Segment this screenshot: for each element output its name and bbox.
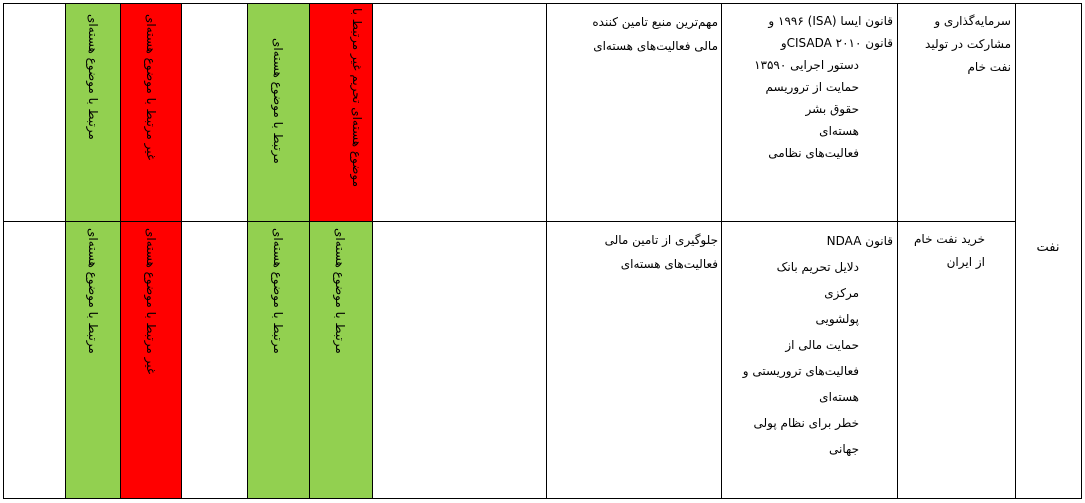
r1-col-a-text: موضوع هسته‌ای تحریم غیر مرتبط با: [350, 8, 364, 188]
r2-col-a-text: مرتبط با موضوع هسته‌ای: [333, 228, 347, 354]
r1-law-line: فعالیت‌های نظامی: [768, 146, 859, 160]
r2-category: نفت: [1036, 240, 1060, 255]
r1-law-line: هسته‌ای: [819, 124, 859, 138]
col-line: [309, 3, 310, 499]
table-border-left: [3, 3, 4, 499]
r2-law-line: مرکزی: [824, 286, 859, 300]
r2-law-line: حمایت مالی از: [785, 338, 859, 352]
col-line: [65, 3, 66, 499]
r2-topic: خرید نفت خام از ایران: [913, 232, 985, 269]
r1-reason: مهم‌ترین منبع تامین کننده مالی فعالیت‌های هسته‌ای: [592, 15, 718, 53]
r1-topic: سرمایه‌گذاری و مشارکت در تولید نفت خام: [925, 14, 1011, 74]
r1-law-line: دستور اجرایی ۱۳۵۹۰: [754, 58, 859, 72]
r2-col-b-text: مرتبط با موضوع هسته‌ای: [271, 228, 285, 354]
r1-law-list: [725, 10, 893, 164]
r2-law-line: خطر برای نظام پولی: [753, 416, 859, 430]
r2-col-d-text: مرتبط با موضوع هسته‌ای: [86, 228, 100, 354]
col-line: [372, 3, 373, 499]
r2-law-line: فعالیت‌های تروریستی و: [742, 364, 859, 378]
r2-law-line: پولشویی: [815, 312, 859, 326]
col-line: [897, 3, 898, 499]
col-line: [247, 3, 248, 499]
r2-law-list: [725, 228, 893, 462]
col-line: [546, 3, 547, 499]
row-divider: [3, 221, 1015, 222]
col-line: [1015, 3, 1016, 499]
r2-law-line: قانون NDAA: [826, 234, 893, 248]
r1-law-line: حقوق بشر: [805, 102, 859, 116]
r1-law-line: قانون ایسا (ISA) ۱۹۹۶ و: [768, 14, 893, 28]
col-line: [120, 3, 121, 499]
r2-reason: جلوگیری از تامین مالی فعالیت‌های هسته‌ای: [604, 233, 718, 271]
table-border-bottom: [3, 498, 1081, 499]
r1-col-c-text: غیر مرتبط با موضوع هسته‌ای: [144, 14, 158, 161]
r2-col-c-text: غیر مرتبط با موضوع هسته‌ای: [144, 228, 158, 375]
table-border-right: [1081, 3, 1082, 499]
r1-col-b-text: مرتبط با موضوع هسته‌ای: [271, 38, 285, 164]
r1-col-d-text: مرتبط با موضوع هسته‌ای: [86, 14, 100, 140]
col-line: [721, 3, 722, 499]
col-line: [181, 3, 182, 499]
r2-law-line: دلایل تحریم بانک: [776, 260, 859, 274]
r2-law-line: هسته‌ای: [819, 390, 859, 404]
r2-law-line: جهانی: [829, 442, 859, 456]
r1-law-line: قانون CISADA ۲۰۱۰و: [780, 36, 893, 50]
r1-law-line: حمایت از تروریسم: [765, 80, 859, 94]
table-border-top: [3, 3, 1081, 4]
